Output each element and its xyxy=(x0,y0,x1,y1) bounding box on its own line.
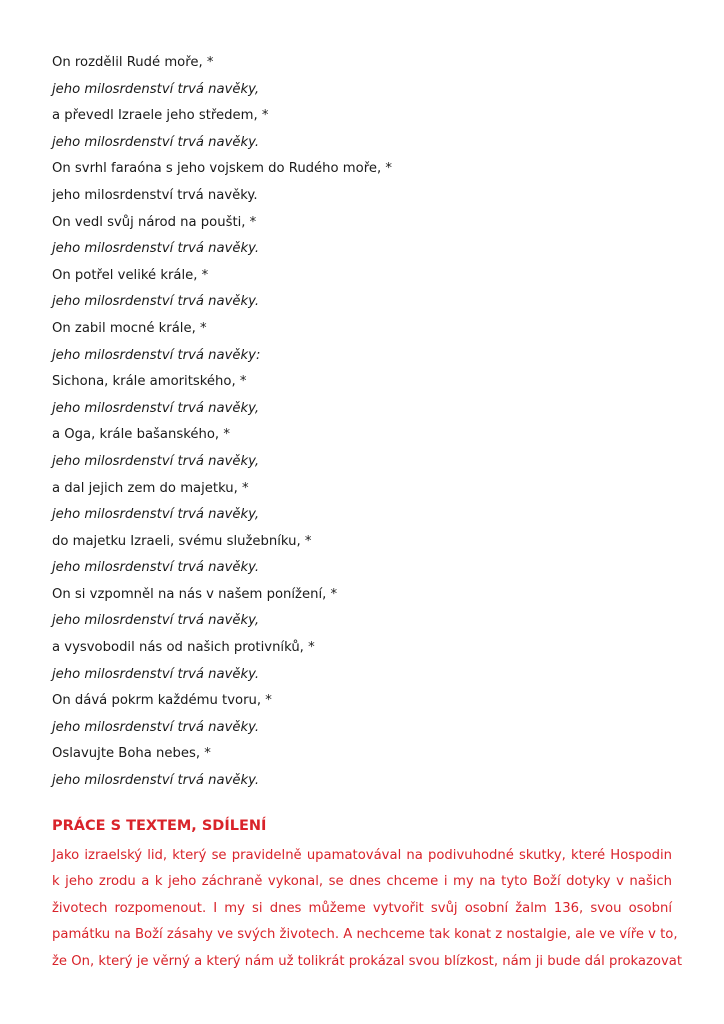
section-heading: PRÁCE S TEXTEM, SDÍLENÍ xyxy=(52,818,267,834)
psalm-verse-line: a vysvobodil nás od našich protivníků, * xyxy=(52,640,315,656)
paragraph-line: k jeho zrodu a k jeho záchraně vykonal, se dnes chceme i my na tyto Boží dotyky v našich xyxy=(52,874,672,890)
psalm-response-line: jeho milosrdenství trvá navěky. xyxy=(52,241,260,257)
paragraph-line: památku na Boží zásahy ve svých životech. A nechceme tak konat z nostalgie, ale ve víře v to, xyxy=(52,927,678,943)
psalm-response-line: jeho milosrdenství trvá navěky. xyxy=(52,294,260,310)
psalm-verse-line: a dal jejich zem do majetku, * xyxy=(52,480,249,496)
psalm-response-line: jeho milosrdenství trvá navěky, xyxy=(52,613,260,629)
psalm-verse-line: On vedl svůj národ na poušti, * xyxy=(52,214,257,230)
psalm-response-line: jeho milosrdenství trvá navěky, xyxy=(52,400,260,416)
paragraph-line: životech rozpomenout. I my si dnes můžeme vytvořit svůj osobní žalm 136, svou osobní xyxy=(52,900,672,916)
psalm-verse-line: On rozdělil Rudé moře, * xyxy=(52,55,214,70)
psalm-response-line: jeho milosrdenství trvá navěky. xyxy=(52,773,260,789)
psalm-verse-line: On svrhl faraóna s jeho vojskem do Rudého moře, * xyxy=(52,161,392,177)
paragraph-line: Jako izraelský lid, který se pravidelně upamatovával na podivuhodné skutky, které Hospodin xyxy=(52,848,672,863)
psalm-verse-line: do majetku Izraeli, svému služebníku, * xyxy=(52,533,312,549)
psalm-response-line: jeho milosrdenství trvá navěky. xyxy=(52,134,260,150)
psalm-verse-line: a Oga, krále bašanského, * xyxy=(52,427,230,443)
psalm-response-line: jeho milosrdenství trvá navěky. xyxy=(52,560,260,576)
psalm-verse-line: Oslavujte Boha nebes, * xyxy=(52,746,211,762)
psalm-verse-line: jeho milosrdenství trvá navěky. xyxy=(52,187,258,203)
psalm-response-line: jeho milosrdenství trvá navěky, xyxy=(52,453,260,469)
psalm-verse-line: On zabil mocné krále, * xyxy=(52,320,207,336)
paragraph-line: že On, který je věrný a který nám už tolikrát prokázal svou blízkost, nám ji bude dál prokazovat xyxy=(52,953,683,969)
psalm-response-line: jeho milosrdenství trvá navěky, xyxy=(52,81,260,97)
psalm-verse-line: On dává pokrm každému tvoru, * xyxy=(52,693,272,709)
psalm-verse-line: a převedl Izraele jeho středem, * xyxy=(52,108,269,124)
psalm-response-line: jeho milosrdenství trvá navěky: xyxy=(52,347,261,363)
psalm-response-line: jeho milosrdenství trvá navěky. xyxy=(52,719,260,735)
psalm-text xyxy=(52,50,682,795)
psalm-verse-line: On si vzpomněl na nás v našem ponížení, * xyxy=(52,586,338,602)
psalm-verse-line: On potřel veliké krále, * xyxy=(52,267,209,283)
psalm-response-line: jeho milosrdenství trvá navěky. xyxy=(52,666,260,682)
psalm-response-line: jeho milosrdenství trvá navěky, xyxy=(52,507,260,523)
psalm-verse-line: Sichona, krále amoritského, * xyxy=(52,374,247,390)
section-paragraph xyxy=(52,843,683,975)
